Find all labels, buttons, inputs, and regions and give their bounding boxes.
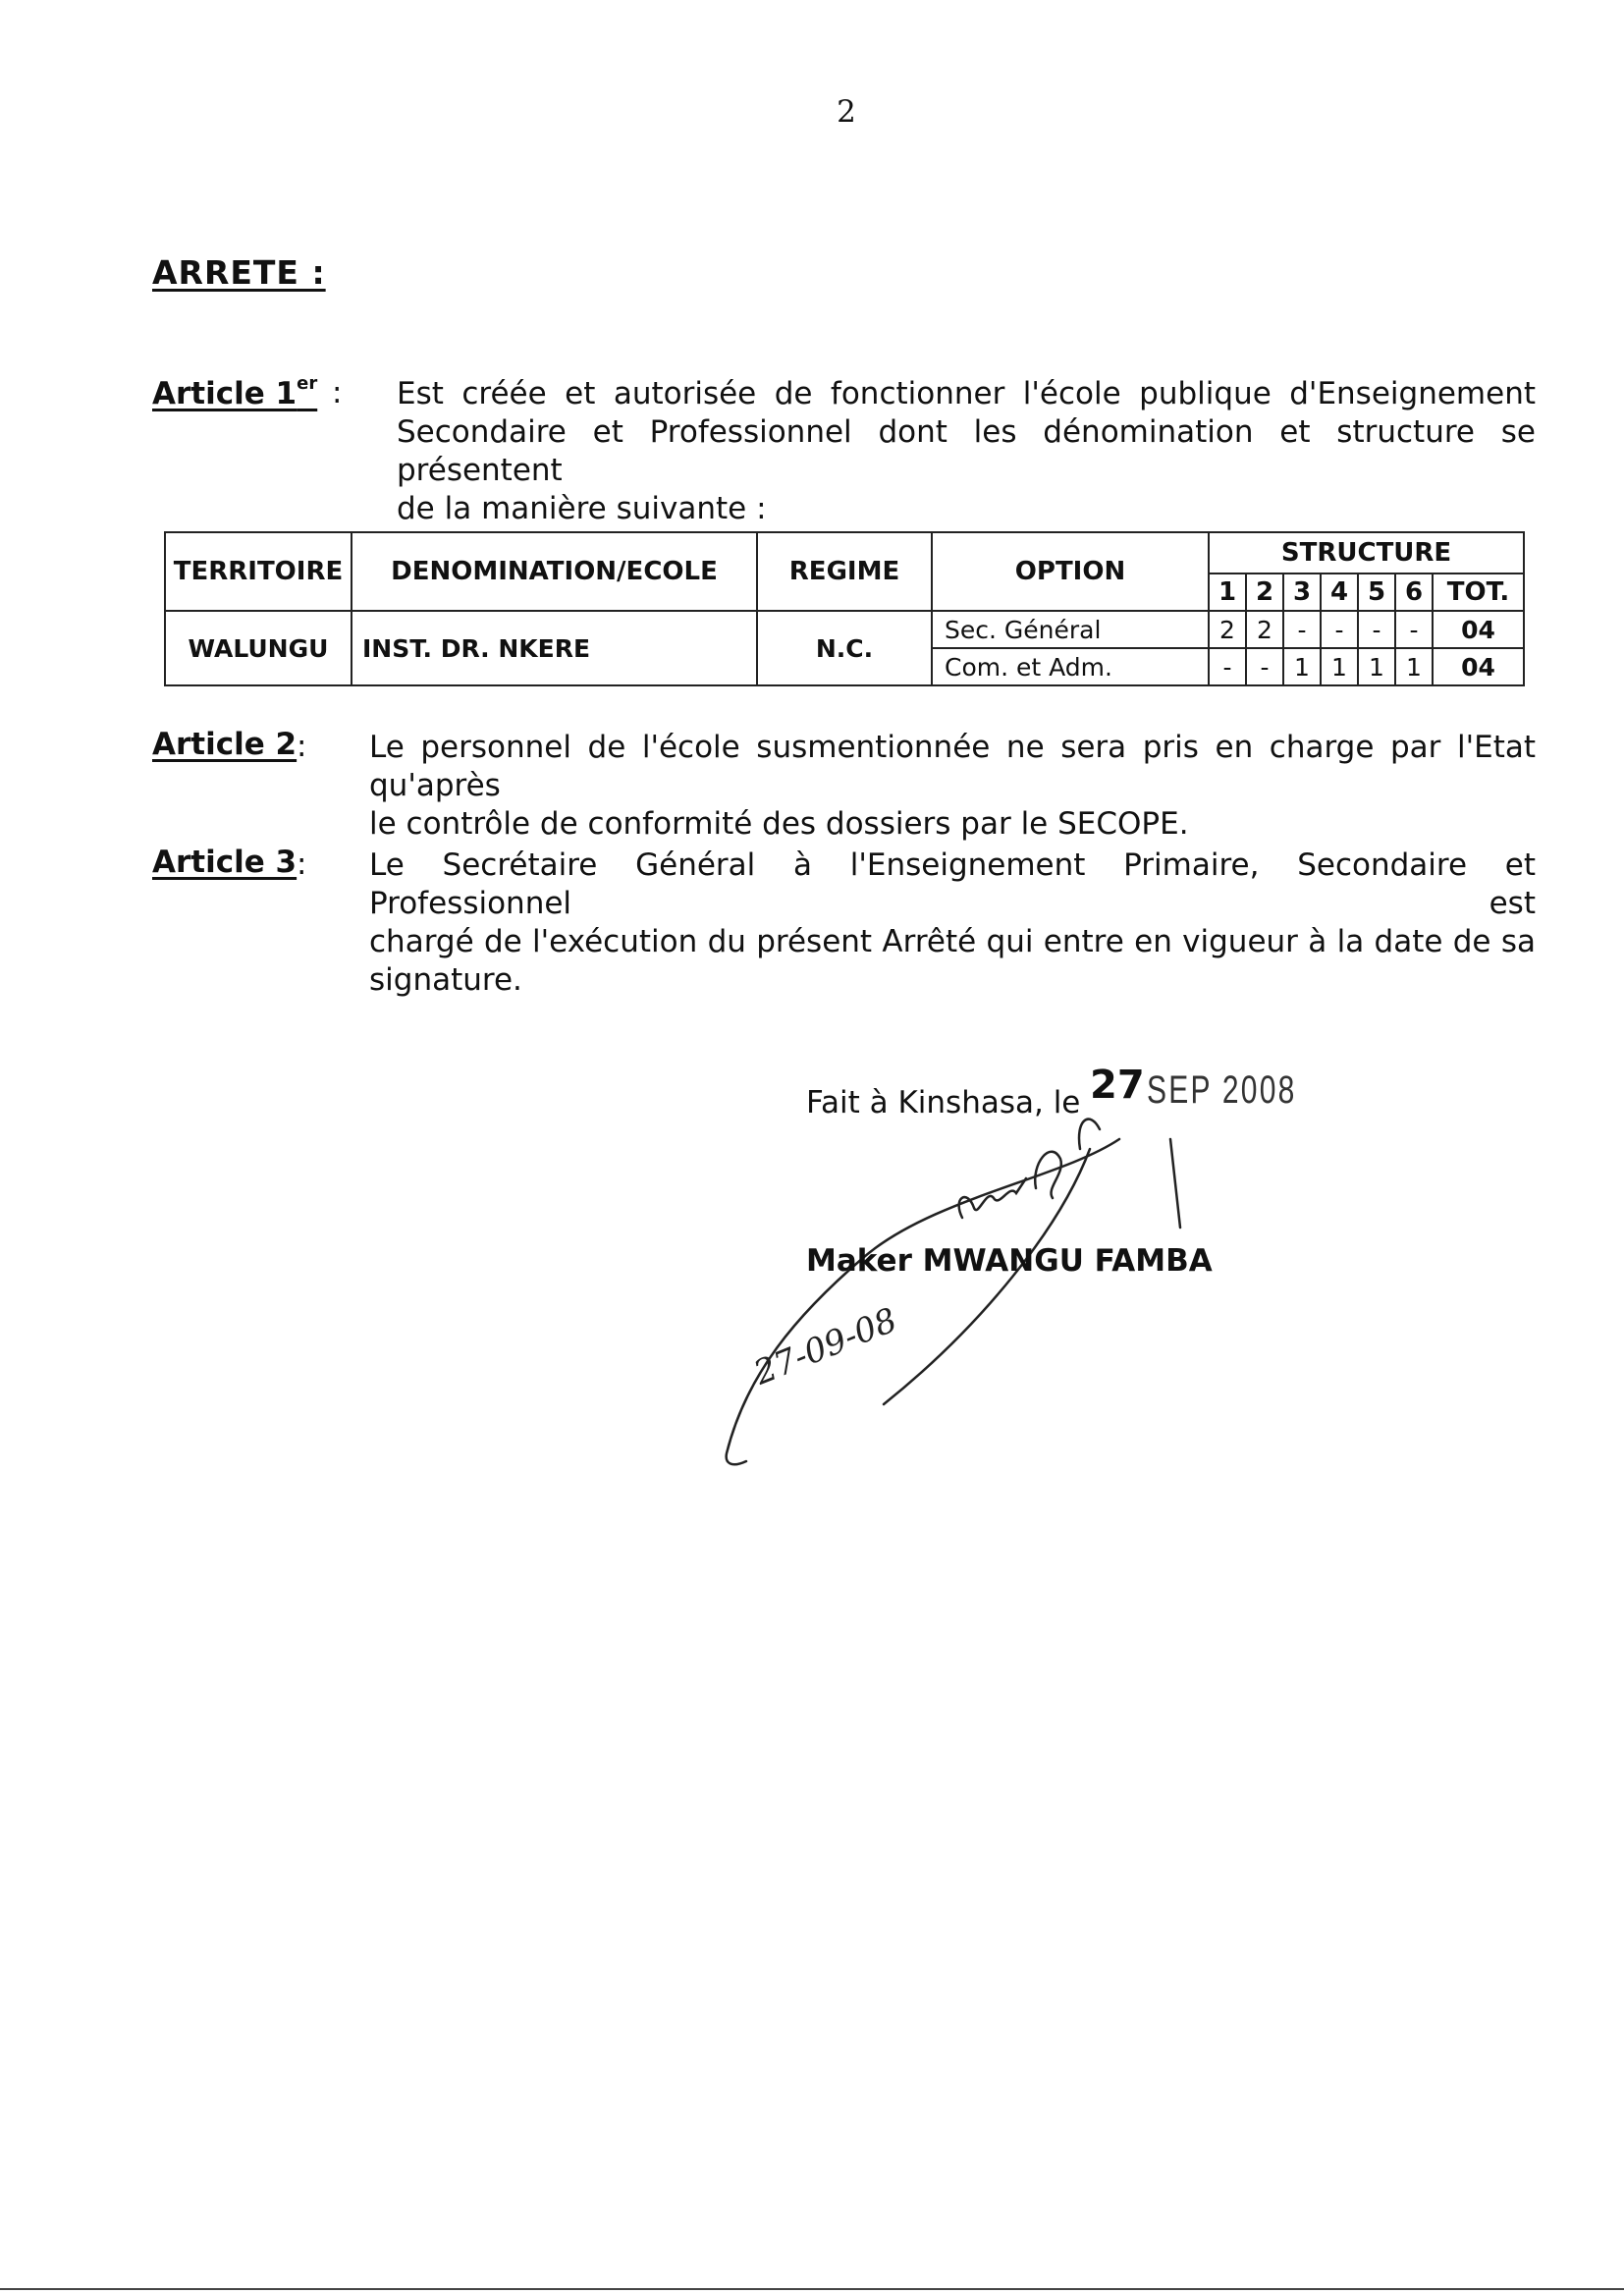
- article-1-line-2: Secondaire et Professionnel dont les dénomination et structure se présentent: [397, 414, 1536, 488]
- header-total: TOT.: [1433, 574, 1524, 611]
- article-1-colon: :: [332, 375, 343, 410]
- article-2-text: [369, 729, 1536, 844]
- article-1-line-1: Est créée et autorisée de fonctionner l'école publique d'Enseignement: [397, 376, 1536, 411]
- header-denomination: DENOMINATION/ECOLE: [352, 532, 757, 611]
- header-level-3: 3: [1283, 574, 1321, 611]
- cell-opt1-level-4: -: [1321, 611, 1358, 648]
- cell-opt1-level-1: 2: [1209, 611, 1246, 648]
- signature-drawing: [687, 1080, 1237, 1493]
- header-level-1: 1: [1209, 574, 1246, 611]
- article-3-line-2: chargé de l'exécution du présent Arrêté qui entre en vigueur à la date de sa: [369, 924, 1536, 959]
- article-1-text: [397, 375, 1536, 528]
- structure-table: [164, 531, 1523, 685]
- cell-opt2-total: 04: [1433, 648, 1524, 685]
- cell-opt2-level-2: -: [1246, 648, 1283, 685]
- header-structure: STRUCTURE: [1209, 532, 1524, 574]
- cell-opt2-level-4: 1: [1321, 648, 1358, 685]
- header-level-2: 2: [1246, 574, 1283, 611]
- article-2-line-1: Le personnel de l'école susmentionnée ne sera pris en charge par l'Etat qu'après: [369, 730, 1536, 803]
- page-number: 2: [837, 94, 856, 130]
- cell-opt2-level-6: 1: [1395, 648, 1433, 685]
- cell-regime: N.C.: [757, 611, 932, 685]
- stamp-day: 27: [1090, 1063, 1145, 1108]
- fait-a-kinshasa: Fait à Kinshasa, le: [806, 1085, 1081, 1120]
- cell-opt2-level-3: 1: [1283, 648, 1321, 685]
- article-3-label: Article 3: [152, 845, 298, 880]
- header-regime: REGIME: [757, 532, 932, 611]
- header-level-5: 5: [1358, 574, 1395, 611]
- cell-opt1-level-2: 2: [1246, 611, 1283, 648]
- cell-denomination: INST. DR. NKERE: [352, 611, 757, 685]
- article-2-line-2: le contrôle de conformité des dossiers par le SECOPE.: [369, 806, 1189, 842]
- article-2-label: Article 2: [152, 727, 298, 762]
- cell-territoire: WALUNGU: [165, 611, 352, 685]
- header-option: OPTION: [932, 532, 1209, 611]
- cell-opt2-level-5: 1: [1358, 648, 1395, 685]
- stamp-month-year: SEP 2008: [1147, 1068, 1297, 1112]
- article-3-line-1: Le Secrétaire Général à l'Enseignement Primaire, Secondaire et Professionnel est: [369, 847, 1536, 921]
- cell-opt2-level-1: -: [1209, 648, 1246, 685]
- article-3-colon: :: [297, 847, 307, 882]
- article-2-colon: :: [297, 729, 307, 764]
- cell-option-2: Com. et Adm.: [932, 648, 1209, 685]
- cell-opt1-total: 04: [1433, 611, 1524, 648]
- signatory-name: Maker MWANGU FAMBA: [806, 1243, 1213, 1279]
- cell-option-1: Sec. Général: [932, 611, 1209, 648]
- handwritten-date: 27-09-08: [748, 1300, 903, 1393]
- bottom-border-line: [0, 2288, 1624, 2290]
- header-territoire: TERRITOIRE: [165, 532, 352, 611]
- article-1-line-3: de la manière suivante :: [397, 491, 767, 526]
- cell-opt1-level-6: -: [1395, 611, 1433, 648]
- arrete-heading: ARRETE :: [152, 253, 326, 292]
- article-3-text: [369, 847, 1536, 1000]
- cell-opt1-level-5: -: [1358, 611, 1395, 648]
- cell-opt1-level-3: -: [1283, 611, 1321, 648]
- article-3-line-3: signature.: [369, 962, 522, 998]
- article-1-label-block: [152, 373, 317, 411]
- header-level-4: 4: [1321, 574, 1358, 611]
- header-level-6: 6: [1395, 574, 1433, 611]
- article-1-label: Article 1er: [152, 373, 318, 411]
